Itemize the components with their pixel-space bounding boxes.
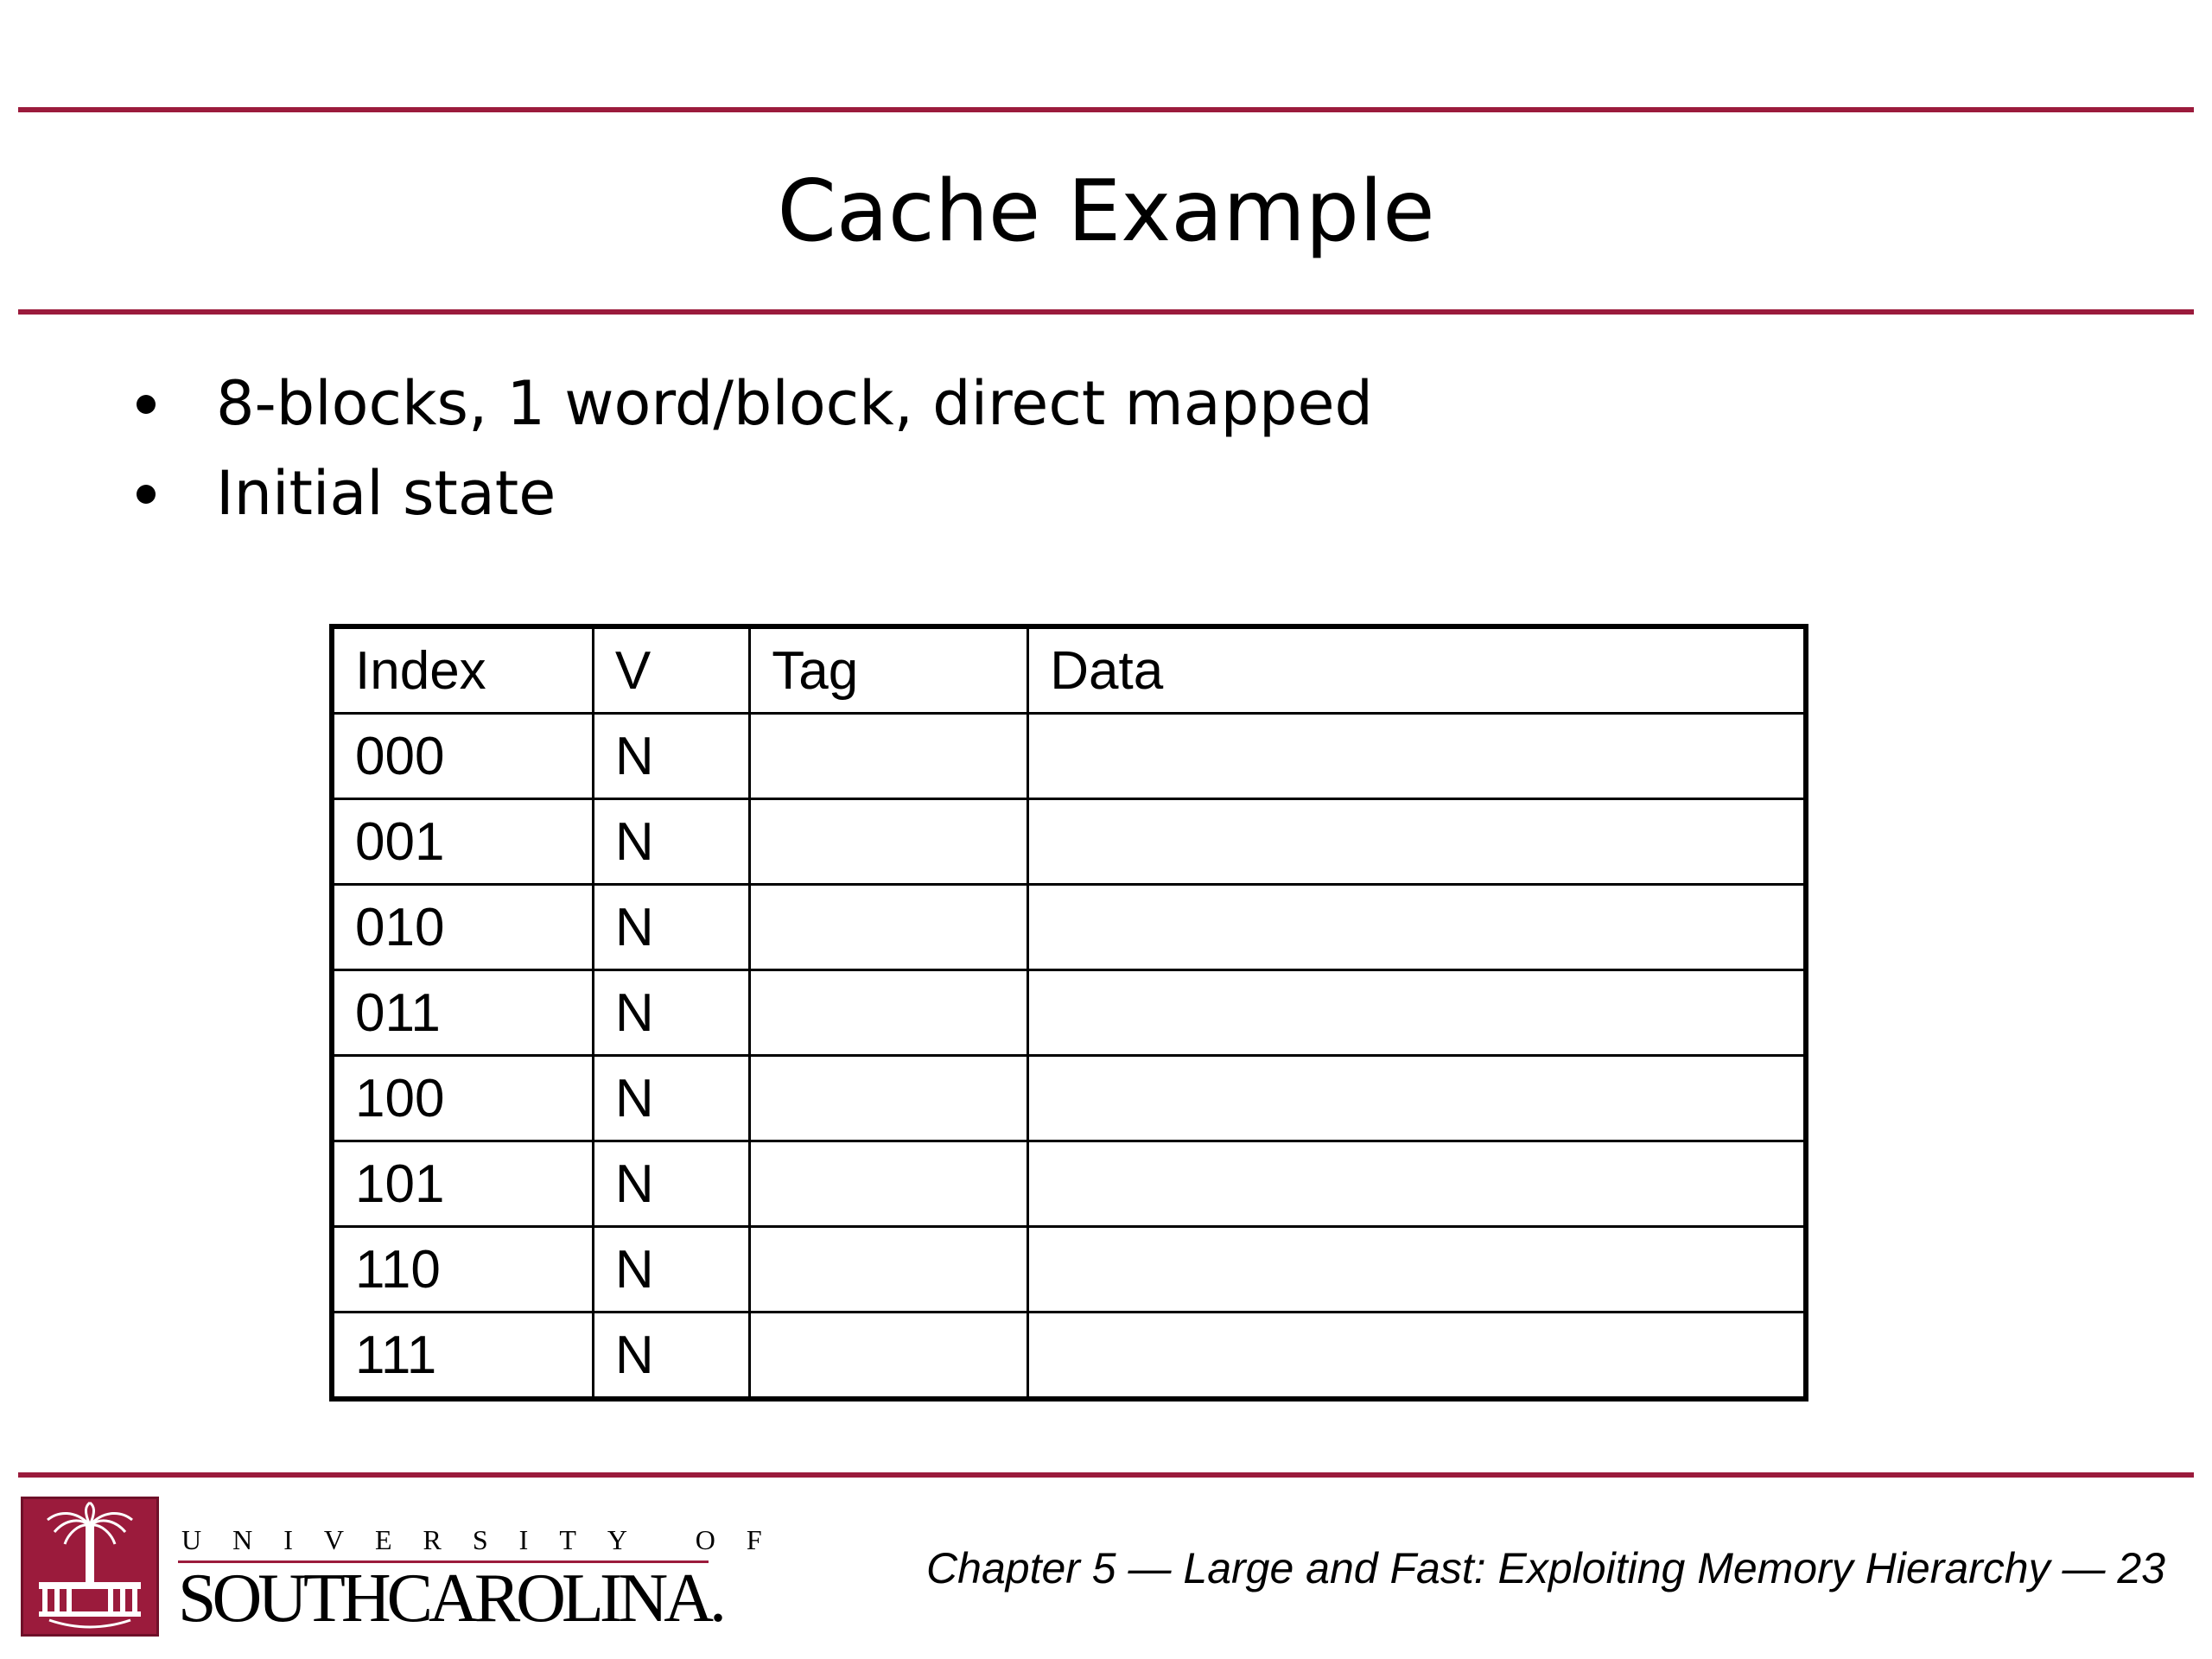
bullet-text: Initial state (216, 458, 556, 529)
table-row (332, 1313, 1806, 1400)
title-divider (18, 309, 2194, 315)
cache-table (329, 624, 1808, 1402)
cell-index: 110 (332, 1227, 593, 1313)
cell-index: 010 (332, 885, 593, 970)
header-data: Data (1028, 626, 1806, 714)
cell-data (1028, 1227, 1806, 1313)
bullet-text: 8-blocks, 1 word/block, direct mapped (216, 368, 1373, 439)
header-index: Index (332, 626, 593, 714)
logo-university-of: UNIVERSITY OF (181, 1524, 793, 1555)
cell-index: 001 (332, 799, 593, 885)
table-row (332, 714, 1806, 799)
cell-data (1028, 1313, 1806, 1400)
cell-tag (750, 1227, 1028, 1313)
cell-data (1028, 714, 1806, 799)
header-tag: Tag (750, 626, 1028, 714)
palmetto-seal-icon (21, 1497, 159, 1637)
cell-tag (750, 1313, 1028, 1400)
footer-divider (18, 1472, 2194, 1478)
cell-data (1028, 885, 1806, 970)
cell-valid: N (593, 1313, 749, 1400)
table-header-row (332, 626, 1806, 714)
cell-index: 101 (332, 1141, 593, 1227)
cell-valid: N (593, 885, 749, 970)
bullet-item (130, 448, 1373, 538)
cell-valid: N (593, 1056, 749, 1141)
cell-index: 011 (332, 970, 593, 1056)
cell-valid: N (593, 1141, 749, 1227)
logo-south-carolina: SOUTHCAROLINA. (178, 1560, 722, 1637)
cell-valid: N (593, 970, 749, 1056)
cell-index: 000 (332, 714, 593, 799)
cell-valid: N (593, 714, 749, 799)
header-valid: V (593, 626, 749, 714)
cell-data (1028, 799, 1806, 885)
top-divider (18, 107, 2194, 112)
cell-data (1028, 1141, 1806, 1227)
bullet-icon (137, 395, 156, 414)
bullet-item (130, 359, 1373, 448)
cell-tag (750, 885, 1028, 970)
table-row (332, 1141, 1806, 1227)
table-row (332, 799, 1806, 885)
cell-data (1028, 1056, 1806, 1141)
palmetto-seal-graphic (23, 1499, 156, 1634)
table-row (332, 970, 1806, 1056)
cell-tag (750, 799, 1028, 885)
cell-index: 111 (332, 1313, 593, 1400)
footer-chapter-label: Chapter 5 — Large and Fast: Exploiting Memory Hierarchy — 23 (926, 1544, 2165, 1592)
slide-title: Cache Example (777, 162, 1435, 261)
bullet-list (130, 359, 1373, 538)
bullet-icon (137, 485, 156, 504)
table-row (332, 1056, 1806, 1141)
cell-valid: N (593, 1227, 749, 1313)
cell-tag (750, 1056, 1028, 1141)
cell-tag (750, 970, 1028, 1056)
cell-valid: N (593, 799, 749, 885)
cell-index: 100 (332, 1056, 593, 1141)
table-row (332, 885, 1806, 970)
cell-tag (750, 1141, 1028, 1227)
table-row (332, 1227, 1806, 1313)
cell-tag (750, 714, 1028, 799)
cell-data (1028, 970, 1806, 1056)
